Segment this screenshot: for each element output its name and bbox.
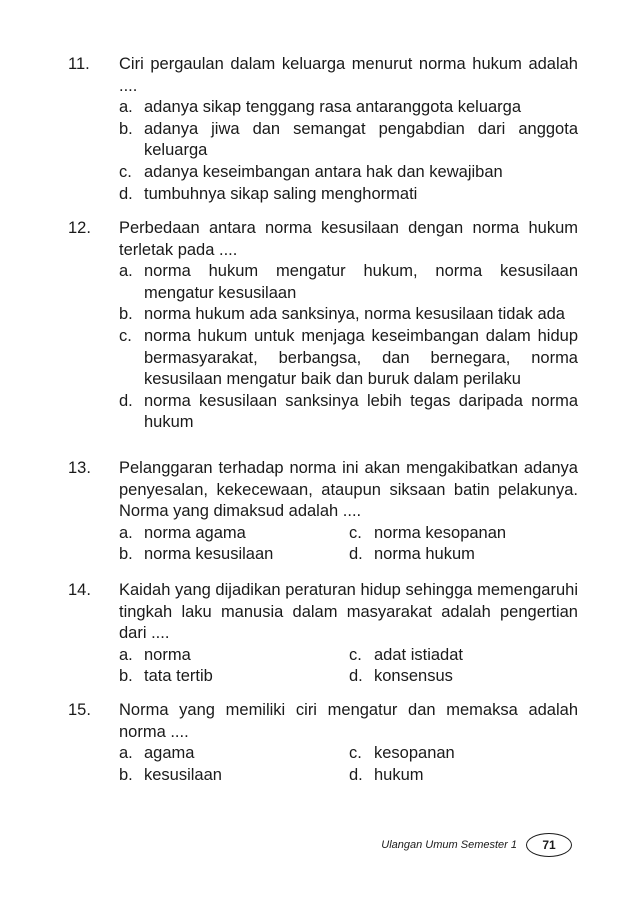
page-number-badge: 71 [526,833,572,857]
options-grid [119,645,578,688]
option-b [119,544,349,566]
option-letter: b. [119,765,133,784]
option-text: tata tertib [144,667,213,686]
option-d [349,666,578,688]
options-list [119,97,578,205]
option-letter: d. [349,765,363,784]
option-text: agama [144,744,195,763]
options-grid [119,523,578,566]
option-letter: a. [119,262,133,281]
option-text: norma hukum mengatur hukum, norma kesusilaan mengatur kesusilaan [144,262,578,302]
option-c [349,743,578,765]
option-letter: d. [119,391,133,410]
option-text: kesusilaan [144,765,222,784]
question-11 [68,54,578,205]
option-letter: a. [119,645,133,664]
question-number: 15. [68,701,91,719]
option-text: norma kesusilaan [144,545,274,564]
option-text: tumbuhnya sikap saling menghormati [144,184,418,203]
option-text: konsensus [374,667,453,686]
option-text: adanya jiwa dan semangat pengabdian dari anggota keluarga [144,119,578,160]
question-stem: Norma yang memiliki ciri mengatur dan memaksa adalah norma .... [119,701,578,741]
option-letter: b. [119,545,133,564]
question-stem: Pelanggaran terhadap norma ini akan mengakibatkan adanya penyesalan, kekecewaan, ataupun siksaan batin pelakunya. Norma yang dimaksud adalah .... [119,459,578,521]
option-text: norma [144,645,191,664]
option-letter: c. [349,523,362,542]
question-number: 11. [68,55,90,73]
option-letter: d. [349,545,363,564]
option-d [119,184,578,206]
option-letter: b. [119,119,133,138]
question-stem: Ciri pergaulan dalam keluarga menurut norma hukum adalah .... [119,55,578,95]
option-d [349,544,578,566]
option-a [119,743,349,765]
option-letter: c. [349,744,362,763]
option-letter: c. [349,645,362,664]
option-a [119,261,578,304]
option-text: kesopanan [374,744,455,763]
question-15 [68,700,578,786]
option-b [119,666,349,688]
option-letter: a. [119,98,133,117]
option-b [119,304,578,326]
question-number: 12. [68,219,91,237]
option-b [119,119,578,162]
question-13 [68,458,578,566]
option-a [119,523,349,545]
option-text: adanya sikap tenggang rasa antaranggota keluarga [144,98,522,117]
options-list [119,261,578,434]
option-text: adat istiadat [374,645,463,664]
option-a [119,645,349,667]
option-letter: b. [119,667,133,686]
option-text: norma kesopanan [374,523,507,542]
option-text: norma kesusilaan sanksinya lebih tegas daripada norma hukum [144,391,578,432]
option-text: norma agama [144,523,246,542]
question-12 [68,218,578,434]
option-c [119,326,578,391]
option-d [119,391,578,434]
option-text: norma hukum untuk menjaga keseimbangan dalam hidup bermasyarakat, berbangsa, dan bernegara, norma kesusilaan mengatur baik dan buruk dalam perilaku [144,326,578,389]
question-number: 13. [68,459,91,477]
option-letter: c. [119,162,132,181]
question-stem: Kaidah yang dijadikan peraturan hidup sehingga memengaruhi tingkah laku manusia dalam masyarakat adalah pengertian dari .... [119,581,578,643]
option-c [119,162,578,184]
option-letter: b. [119,305,133,324]
option-letter: d. [119,184,133,203]
options-grid [119,743,578,786]
question-14 [68,580,578,688]
page-footer [381,833,572,857]
option-b [119,765,349,787]
option-letter: d. [349,667,363,686]
option-a [119,97,578,119]
option-text: adanya keseimbangan antara hak dan kewajiban [144,162,503,181]
option-c [349,645,578,667]
option-d [349,765,578,787]
option-c [349,523,578,545]
option-text: hukum [374,765,424,784]
question-number: 14. [68,581,91,599]
option-text: norma hukum ada sanksinya, norma kesusilaan tidak ada [144,305,565,324]
question-stem: Perbedaan antara norma kesusilaan dengan norma hukum terletak pada .... [119,219,578,259]
option-text: norma hukum [374,545,475,564]
option-letter: c. [119,326,132,345]
option-letter: a. [119,744,133,763]
footer-caption: Ulangan Umum Semester 1 [381,839,517,851]
option-letter: a. [119,523,133,542]
